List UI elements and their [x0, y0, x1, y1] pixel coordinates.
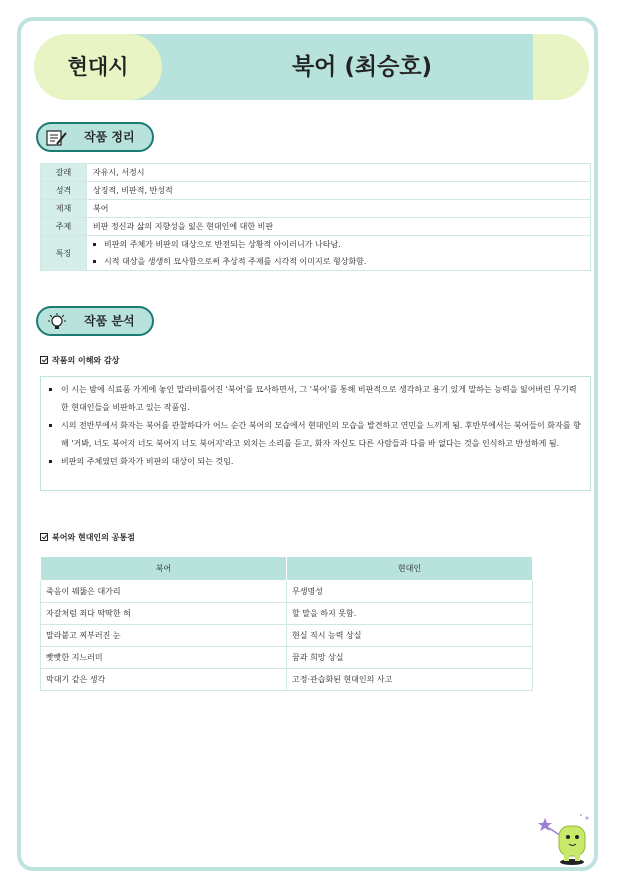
feature-item — [93, 236, 584, 253]
modern-person-cell: 할 말을 하지 못함. — [287, 603, 533, 625]
comparison-row — [41, 669, 533, 691]
poem-title: 북어 (최승호) — [291, 54, 433, 80]
understanding-text: 시의 전반부에서 화자는 북어를 관찰하다가 어느 순간 북어의 모습에서 현대인의 모습을 발견하고 연민을 느끼게 됨. 후반부에서는 북어들이 화자를 향해 '거봐, 너도 북어지 너도 북어지 너도 북어지'라고 외치는 소리를 듣고, 화자 자신도 다른 사람들과 다를 바 없다는 것을 인식하고 반성하게 됨. — [61, 421, 581, 448]
bugeo-cell: 말라붙고 찌부러진 눈 — [41, 625, 287, 647]
summary-key: 특징 — [41, 236, 87, 271]
comparison-row — [41, 603, 533, 625]
genre-label: 현대시 — [67, 55, 129, 79]
comparison-row — [41, 647, 533, 669]
star-wand-character-icon — [537, 812, 597, 868]
comparison-row — [41, 581, 533, 603]
modern-person-cell: 꿈과 희망 상실 — [287, 647, 533, 669]
bullet-icon — [93, 260, 96, 263]
comparison-row — [41, 625, 533, 647]
understanding-text: 이 시는 밤에 식료품 가게에 놓인 말라비틀어진 '북어'를 묘사하면서, 그 '북어'를 통해 비판적으로 생각하고 용기 있게 말하는 능력을 잃어버린 무기력한 현대인들을 비판하고 있는 작품임. — [61, 385, 577, 412]
summary-value: 상징적, 비판적, 반성적 — [87, 182, 591, 200]
summary-value: 자유시, 서정시 — [87, 164, 591, 182]
understanding-item — [49, 453, 582, 471]
understanding-heading-text: 작품의 이해와 감상 — [52, 356, 120, 365]
common-heading-text: 북어와 현대인의 공통점 — [52, 533, 135, 542]
section-analysis-label: 작품 분석 — [84, 314, 135, 328]
lightbulb-icon — [46, 313, 68, 331]
feature-text: 시적 대상을 생생히 묘사함으로써 추상적 주제를 시각적 이미지로 형상화함. — [104, 257, 367, 266]
summary-key: 제재 — [41, 200, 87, 218]
bullet-icon — [93, 243, 96, 246]
summary-row-features — [41, 236, 591, 271]
understanding-box — [40, 376, 591, 491]
modern-person-cell: 고정·관습화된 현대인의 사고 — [287, 669, 533, 691]
summary-value: 북어 — [87, 200, 591, 218]
understanding-text: 비판의 주체였던 화자가 비판의 대상이 되는 것임. — [61, 457, 234, 466]
bugeo-cell: 자갈처럼 죄다 딱딱한 혀 — [41, 603, 287, 625]
modern-person-cell: 현실 직시 능력 상실 — [287, 625, 533, 647]
header-banner — [34, 34, 589, 100]
checkbox-icon — [40, 356, 48, 364]
bugeo-cell: 죽음이 꿰뚫은 대가리 — [41, 581, 287, 603]
modern-person-cell: 무생명성 — [287, 581, 533, 603]
summary-row — [41, 200, 591, 218]
column-header-modern-person: 현대인 — [287, 557, 533, 581]
feature-text: 비판의 주체가 비판의 대상으로 반전되는 상황적 아이러니가 나타남. — [104, 240, 341, 249]
summary-row — [41, 182, 591, 200]
understanding-item — [49, 381, 582, 417]
section-analysis-heading — [36, 306, 154, 336]
understanding-heading — [40, 355, 119, 366]
pencil-note-icon — [46, 129, 68, 147]
comparison-table — [40, 556, 533, 691]
summary-row — [41, 218, 591, 236]
checkbox-icon — [40, 533, 48, 541]
summary-value — [87, 236, 591, 271]
column-header-bugeo: 북어 — [41, 557, 287, 581]
bullet-icon — [49, 460, 52, 463]
bugeo-cell: 빳빳한 지느러미 — [41, 647, 287, 669]
summary-key: 주제 — [41, 218, 87, 236]
summary-row — [41, 164, 591, 182]
section-summary-heading — [36, 122, 154, 152]
bugeo-cell: 막대기 같은 생각 — [41, 669, 287, 691]
bullet-icon — [49, 424, 52, 427]
understanding-item — [49, 417, 582, 453]
summary-key: 갈래 — [41, 164, 87, 182]
summary-key: 성격 — [41, 182, 87, 200]
common-heading — [40, 532, 135, 543]
summary-table — [40, 163, 591, 271]
feature-item — [93, 253, 584, 270]
bullet-icon — [49, 388, 52, 391]
summary-value: 비판 정신과 삶의 지향성을 잃은 현대인에 대한 비판 — [87, 218, 591, 236]
section-summary-label: 작품 정리 — [84, 130, 135, 144]
